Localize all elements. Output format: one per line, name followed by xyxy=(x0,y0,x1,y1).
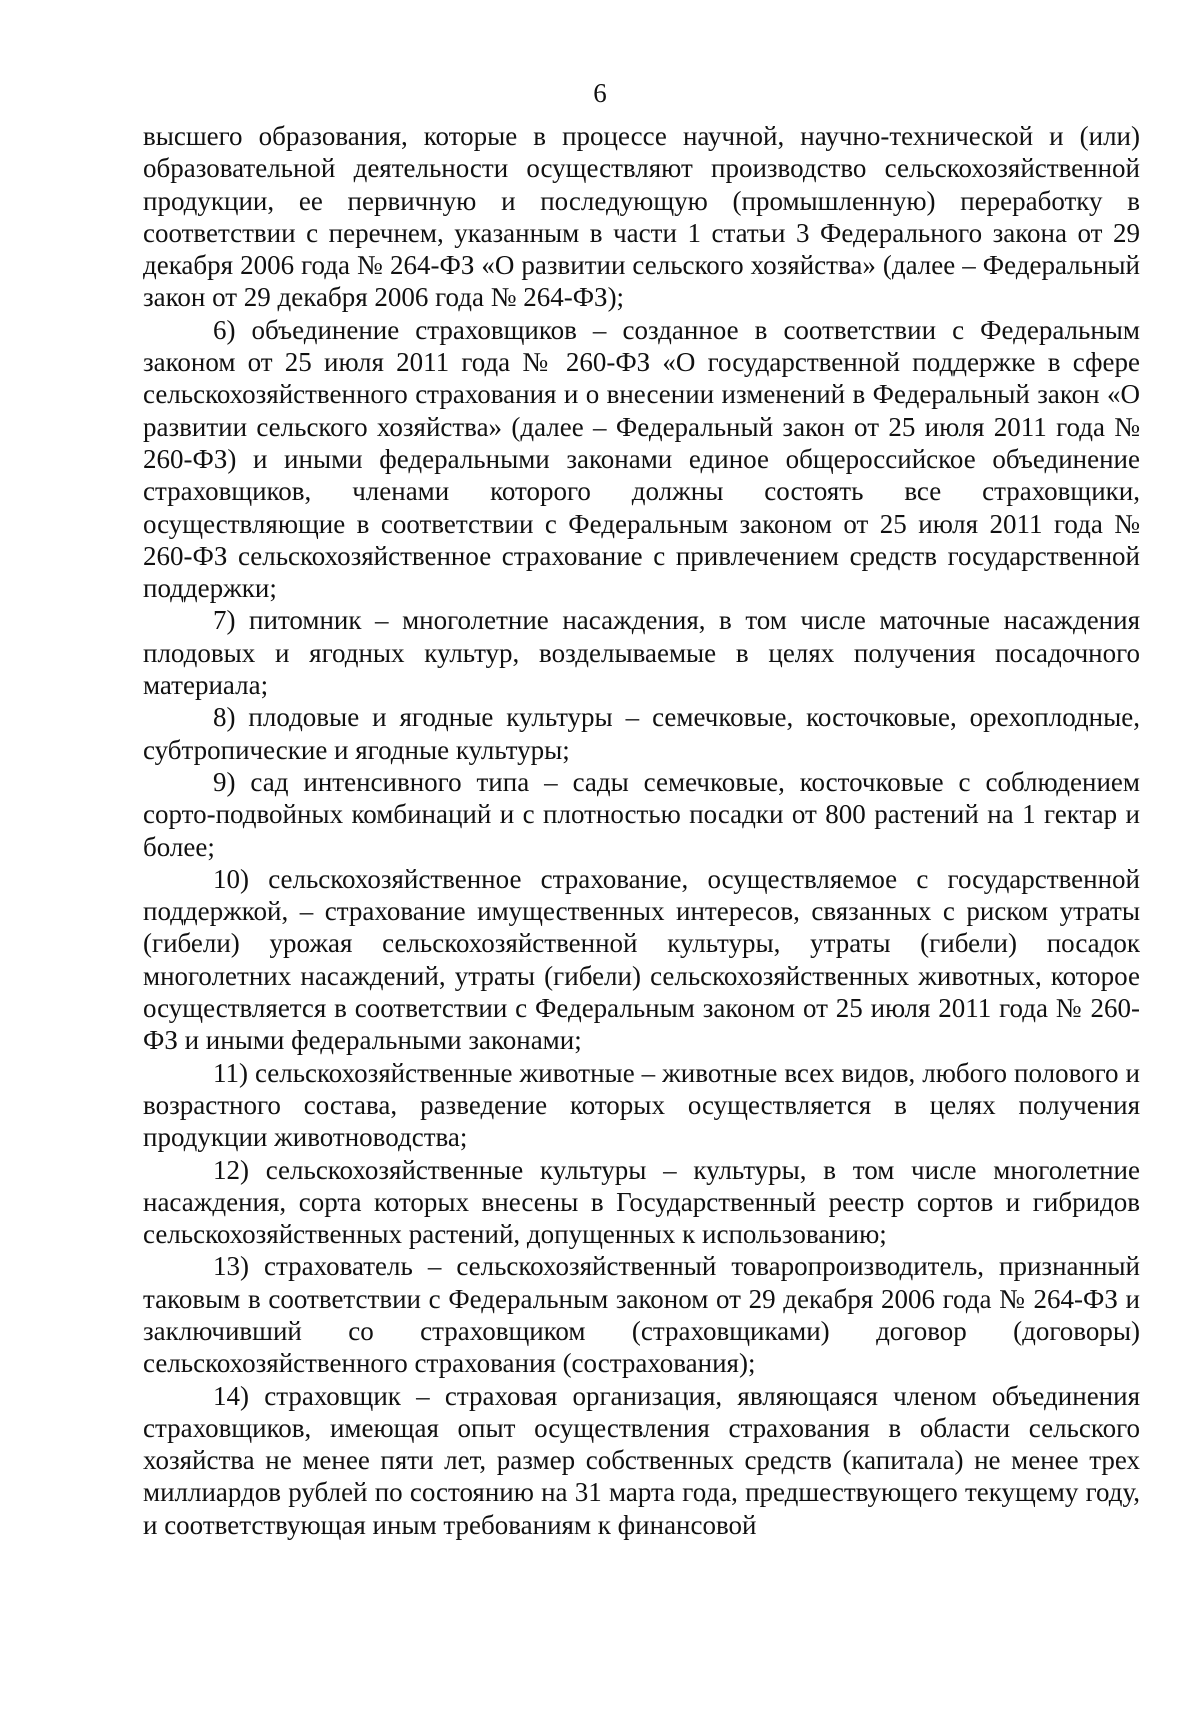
paragraph-item-11: 11) сельскохозяйственные животные – животные всех видов, любого полового и возрастного состава, разведение которых осуществляется в целях получения продукции животноводства; xyxy=(143,1057,1140,1153)
page-number: 6 xyxy=(593,78,607,108)
paragraph-item-12: 12) сельскохозяйственные культуры – культуры, в том числе многолетние насаждения, сорта которых внесены в Государственный реестр сортов и гибридов сельскохозяйственных растений, допущенных к использованию; xyxy=(143,1154,1140,1250)
paragraph-item-7: 7) питомник – многолетние насаждения, в том числе маточные насаждения плодовых и ягодных культур, возделываемые в целях получения посадочного материала; xyxy=(143,605,1140,701)
paragraph-item-9: 9) сад интенсивного типа – сады семечковые, косточковые с соблюдением сорто-подвойных комбинаций и с плотностью посадки от 800 растений на 1 гектар и более; xyxy=(143,766,1140,862)
paragraph-item-10: 10) сельскохозяйственное страхование, осуществляемое с государственной поддержкой, – страхование имущественных интересов, связанных с риском утраты (гибели) урожая сельскохозяйственной культуры, утраты (гибели) посадок многолетних насаждений, утраты (гибели) сельскохозяйственных животных, которое осуществляется в соответствии с Федеральным законом от 25 июля 2011 года № 260-ФЗ и иными федеральными законами; xyxy=(143,863,1140,1056)
paragraph-item-13: 13) страхователь – сельскохозяйственный товаропроизводитель, признанный таковым в соответствии с Федеральным законом от 29 декабря 2006 года № 264-ФЗ и заключивший со страховщиком (страховщиками) договор (договоры) сельскохозяйственного страхования (сострахования); xyxy=(143,1251,1140,1379)
paragraph-item-8: 8) плодовые и ягодные культуры – семечковые, косточковые, орехоплодные, субтропические и ягодные культуры; xyxy=(143,702,1140,765)
paragraph-item-14: 14) страховщик – страховая организация, являющаяся членом объединения страховщиков, имеющая опыт осуществления страхования в области сельского хозяйства не менее пяти лет, размер собственных средств (капитала) не менее трех миллиардов рублей по состоянию на 31 марта года, предшествующего текущему году, и соответствующая иным требованиям к финансовой xyxy=(143,1380,1140,1540)
document-body xyxy=(143,120,1140,1541)
paragraph-item-6: 6) объединение страховщиков – созданное в соответствии с Федеральным законом от 25 июля 2011 года № 260-ФЗ «О государственной поддержке в сфере сельскохозяйственного страхования и о внесении изменений в Федеральный закон «О развитии сельского хозяйства» (далее – Федеральный закон от 25 июля 2011 года № 260-ФЗ) и иными федеральными законами единое общероссийское объединение страховщиков, членами которого должны состоять все страховщики, осуществляющие в соответствии с Федеральным законом от 25 июля 2011 года № 260-ФЗ сельскохозяйственное страхование с привлечением средств государственной поддержки; xyxy=(143,314,1140,604)
paragraph-continuation: высшего образования, которые в процессе научной, научно-технической и (или) образовательной деятельности осуществляют производство сельскохозяйственной продукции, ее первичную и последующую (промышленную) переработку в соответствии с перечнем, указанным в части 1 статьи 3 Федерального закона от 29 декабря 2006 года № 264-ФЗ «О развитии сельского хозяйства» (далее – Федеральный закон от 29 декабря 2006 года № 264-ФЗ); xyxy=(143,121,1140,313)
